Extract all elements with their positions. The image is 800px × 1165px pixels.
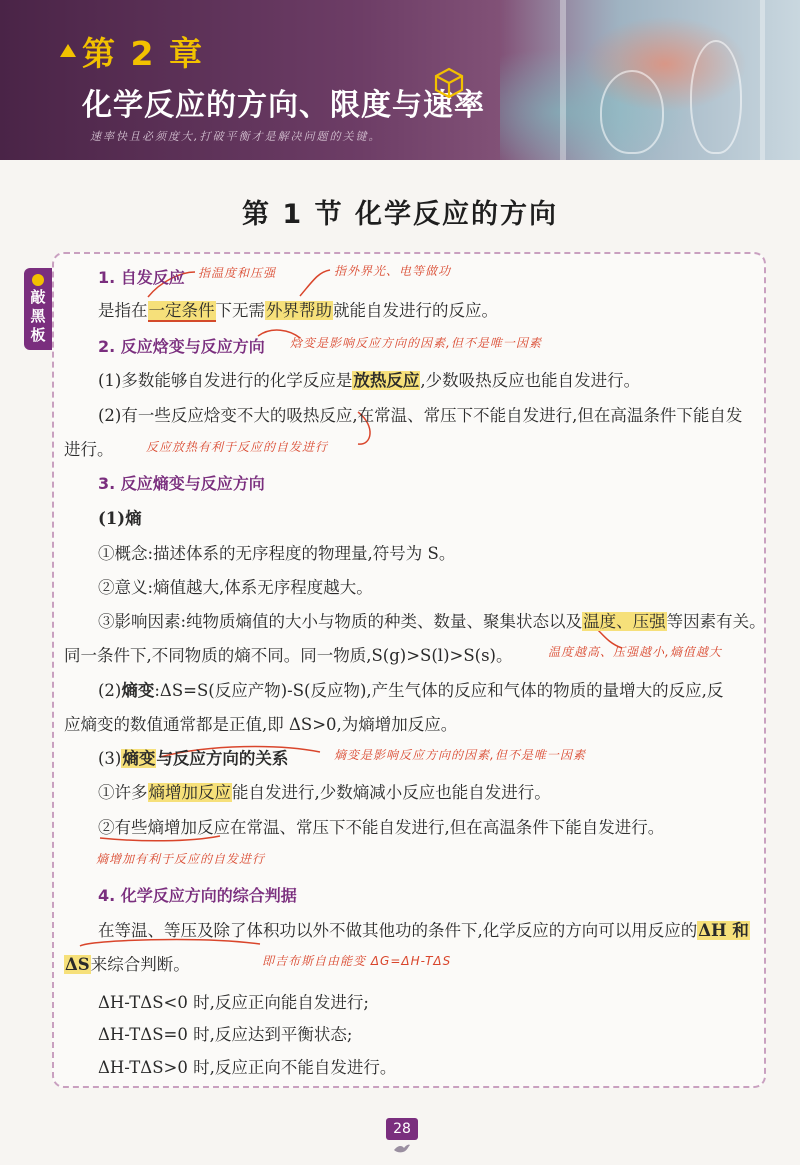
text: (3) [98,749,122,768]
paragraph: 进行。 [64,440,114,459]
paragraph [98,367,640,391]
heading-criterion: 4. 化学反应方向的综合判据 [98,886,297,905]
paragraph: 同一条件下,不同物质的熵不同。同一物质,S(g)>S(l)>S(s)。 [64,646,513,665]
annotation-note: 指外界光、电等做功 [334,264,452,278]
annotation-note: 指温度和压强 [198,266,277,280]
text: 来综合判断。 [90,955,190,974]
side-tab-char: 板 [30,326,46,344]
text: :ΔS=S(反应产物)-S(反应物),产生气体的反应和气体的物质的量增大的反应,反 [154,681,724,700]
text: 能自发进行,少数熵减小反应也能自发进行。 [232,783,551,802]
annotation-note: 焓变是影响反应方向的因素,但不是唯一因素 [290,336,542,350]
paragraph: 应熵变的数值通常都是正值,即 ΔS>0,为熵增加反应。 [64,715,458,734]
paragraph [98,779,551,803]
annotation-note: 熵变是影响反应方向的因素,但不是唯一因素 [334,748,586,762]
arrow [300,270,330,296]
text: 在等温、等压及除了体积功以外不做其他功的条件下,化学反应的方向可以用反应的 [98,921,698,940]
annotation-note: 温度越高、压强越小,熵值越大 [548,645,722,659]
chapter-title: 化学反应的方向、限度与速率 [82,88,485,123]
paragraph: ΔH-TΔS<0 时,反应正向能自发进行; [98,993,369,1012]
paragraph [64,951,190,975]
text: (2) [98,681,122,700]
text: ,少数吸热反应也能自发进行。 [420,371,641,390]
paragraph: (1)熵 [98,509,142,528]
chapter-motto: 速率快且必须度大,打破平衡才是解决问题的关键。 [90,130,382,143]
paragraph [98,297,498,321]
bold-text: 与反应方向的关系 [156,749,289,768]
side-tab-char: 黑 [30,307,46,325]
heading-enthalpy: 2. 反应焓变与反应方向 [98,337,265,356]
paragraph: ΔH-TΔS=0 时,反应达到平衡状态; [98,1025,353,1044]
text: ③影响因素:纯物质熵值的大小与物质的种类、数量、聚集状态以及 [98,612,583,631]
text: 下无需 [215,301,265,320]
paragraph: (2)有一些反应焓变不大的吸热反应,在常温、常压下不能自发进行,但在高温条件下能自发 [98,406,743,425]
paragraph [98,677,723,701]
highlight-text: 温度、压强 [583,612,666,631]
text: 就能自发进行的反应。 [333,301,498,320]
paragraph: ②意义:熵值越大,体系无序程度越大。 [98,578,373,597]
text: 等因素有关。 [666,612,766,631]
heading-spontaneous-reaction: 1. 自发反应 [98,268,185,287]
highlight-text: 放热反应 [353,371,420,390]
heading-entropy: 3. 反应熵变与反应方向 [98,474,265,493]
highlight-text: 熵变 [122,749,156,768]
highlight-text: ΔH 和 [698,921,749,940]
paragraph: ①概念:描述体系的无序程度的物理量,符号为 S。 [98,544,456,563]
text: ①许多 [98,783,148,802]
paragraph [98,608,766,632]
highlight-text: ΔS [65,955,90,974]
page-number: 28 [386,1118,418,1140]
bold-text: 熵变 [121,681,155,700]
side-tab-char: 敲 [30,288,46,306]
bird-icon [393,1142,411,1154]
highlight-text: 外界帮助 [266,301,332,320]
annotation-note: 即吉布斯自由能变 ΔG=ΔH-TΔS [262,954,452,968]
text: (1)多数能够自发进行的化学反应是 [98,371,353,390]
section-title: 第 1 节 化学反应的方向 [242,199,558,230]
annotation-note: 反应放热有利于反应的自发进行 [146,440,329,454]
paragraph [98,745,288,769]
highlight-text: 熵增加反应 [148,783,231,802]
highlight-text: 一定条件 [148,301,215,320]
paragraph: ΔH-TΔS>0 时,反应正向不能自发进行。 [98,1058,397,1077]
chapter-label: 第 2 章 [82,34,204,73]
paragraph [98,917,750,941]
paragraph: ②有些熵增加反应在常温、常压下不能自发进行,但在高温条件下能自发进行。 [98,818,665,837]
annotation-note: 熵增加有利于反应的自发进行 [96,852,266,866]
text: 是指在 [98,301,148,320]
